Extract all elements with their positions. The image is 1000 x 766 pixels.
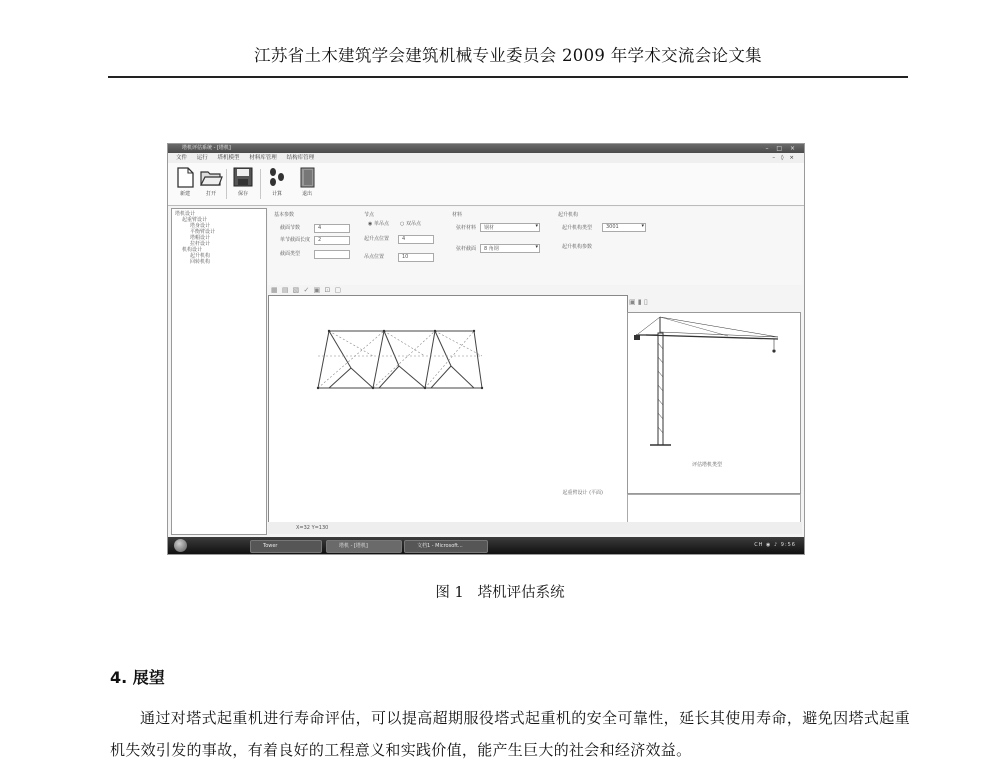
app-window-title: 塔机评估系统 - [塔机]: [182, 145, 231, 151]
save-button[interactable]: [230, 166, 256, 197]
os-taskbar: [168, 537, 804, 554]
preview-caption: 评估塔机类型: [692, 462, 723, 468]
new-button-label: 新建: [179, 191, 190, 197]
app-menubar: [168, 153, 804, 163]
drawing-toolbar[interactable]: ▦ ▤ ▧ ✓ ▣ ⊡ ▢: [271, 286, 343, 294]
material-select[interactable]: 钢材 ▾: [480, 223, 540, 232]
section-heading: [110, 665, 165, 688]
mech-model-label: 起升机构类型: [562, 225, 593, 231]
menu-material-library[interactable]: 材料库管理: [249, 155, 277, 161]
single-length-input[interactable]: 2: [314, 236, 350, 245]
segment-count-label: 截面节数: [280, 225, 301, 231]
header-rule: [108, 76, 908, 78]
section-type-input[interactable]: [314, 250, 350, 259]
mech-param-label[interactable]: 起升机构参数: [562, 244, 593, 250]
crane-preview: [627, 312, 801, 494]
status-coordinates: X=32 Y=130: [296, 525, 329, 531]
figure-caption-label: 图 1: [435, 585, 464, 601]
toolbar-separator: [260, 169, 261, 199]
compute-button[interactable]: [264, 166, 290, 197]
figure-caption-text: 塔机评估系统: [477, 585, 565, 601]
section-number: 4.: [110, 668, 128, 687]
body-paragraph: 通过对塔式起重机进行寿命评估，可以提高超期服役塔式起重机的安全可靠性，延长其使用寿命，避免因塔式起重机失效引发的事故，有着良好的工程意义和实践价值，能产生巨大的社会和经济效益。: [110, 709, 910, 759]
new-button[interactable]: [172, 166, 198, 197]
compute-button-label: 计算: [271, 191, 282, 197]
app-toolbar: [168, 163, 804, 206]
status-bar: [268, 522, 802, 534]
toolbar-separator: [226, 169, 227, 199]
tree-item-tie-rod-design[interactable]: 拉杆设计: [190, 241, 211, 247]
taskbar-item[interactable]: 文档1 - Microsoft...: [404, 540, 488, 553]
tree-item-slewing-mechanism[interactable]: 回转机构: [190, 259, 211, 265]
tree-item-tower-head-design[interactable]: 塔帽设计: [190, 235, 211, 241]
drawing-canvas[interactable]: [268, 295, 628, 523]
mdi-controls[interactable]: – ◊ ×: [772, 155, 796, 161]
lift-pos-label: 起升点位置: [364, 236, 390, 242]
section-label: 弦杆截面: [456, 246, 477, 252]
hinge-pos-input[interactable]: 10: [398, 253, 434, 262]
mech-model-select[interactable]: 3001 ▾: [602, 223, 646, 232]
node-group: 节点: [364, 212, 375, 218]
lift-pos-input[interactable]: 4: [398, 235, 434, 244]
preview-lower-panel: [627, 494, 801, 523]
hinge-pos-label: 吊点位置: [364, 254, 385, 260]
section-select[interactable]: 8 角钢 ▾: [480, 244, 540, 253]
taskbar-item[interactable]: Tower: [250, 540, 322, 553]
radio-single-point[interactable]: ◉ 单吊点: [368, 221, 389, 227]
tree-item-crane-design[interactable]: 塔机设计: [175, 211, 196, 217]
open-button[interactable]: [198, 166, 224, 197]
mechanism-group: 起升机构: [558, 212, 579, 218]
running-header-title: 江苏省土木建筑学会建筑机械专业委员会 2009 年学术交流会论文集: [254, 46, 762, 65]
tree-item-tower-design[interactable]: 塔身设计: [190, 223, 211, 229]
new-file-icon: [175, 166, 195, 188]
design-tree: [171, 208, 267, 535]
canvas-caption: 起重臂设计 (平面): [562, 490, 603, 496]
exit-door-icon: [296, 166, 318, 188]
section-title: 展望: [132, 668, 165, 687]
figure-caption: [0, 581, 1000, 602]
exit-button[interactable]: [294, 166, 320, 197]
figure-screenshot: [167, 143, 805, 555]
single-length-label: 单节截面长度: [280, 237, 311, 243]
tree-item-hoist-mechanism[interactable]: 起升机构: [190, 253, 211, 259]
parameter-panel: [268, 207, 802, 285]
exit-button-label: 退出: [301, 191, 312, 197]
section-type-label: 截面类型: [280, 251, 301, 257]
material-group: 材料: [452, 212, 463, 218]
basic-params-group: 基本参数: [274, 212, 295, 218]
taskbar-item[interactable]: 塔机 - [塔机]: [326, 540, 402, 553]
system-tray: CH ◉ ♪ 9:56: [754, 542, 796, 548]
app-titlebar: [168, 144, 804, 153]
radio-double-point[interactable]: ○ 双吊点: [400, 221, 421, 227]
footprints-icon: [266, 166, 288, 188]
menu-structure-library[interactable]: 结构库管理: [286, 155, 315, 161]
start-button[interactable]: [174, 539, 187, 552]
save-button-label: 保存: [237, 191, 248, 197]
open-folder-icon: [199, 166, 223, 188]
save-icon: [232, 166, 254, 188]
menu-crane-model[interactable]: 塔机模型: [217, 155, 240, 161]
menu-file[interactable]: 文件: [176, 155, 188, 161]
segment-count-input[interactable]: 4: [314, 224, 350, 233]
open-button-label: 打开: [205, 191, 216, 197]
preview-tabs[interactable]: ▣ ▮ ▯: [629, 298, 648, 306]
menu-run[interactable]: 运行: [196, 155, 208, 161]
window-controls[interactable]: – □ ×: [765, 145, 798, 152]
tree-item-jib-design[interactable]: 起重臂设计: [182, 217, 208, 223]
material-label: 弦杆材料: [456, 225, 477, 231]
tower-crane-drawing: [628, 313, 800, 463]
tree-item-mechanism-design[interactable]: 机构设计: [182, 247, 203, 253]
page-header: [108, 42, 908, 84]
tree-item-counter-jib-design[interactable]: 平衡臂设计: [190, 229, 216, 235]
